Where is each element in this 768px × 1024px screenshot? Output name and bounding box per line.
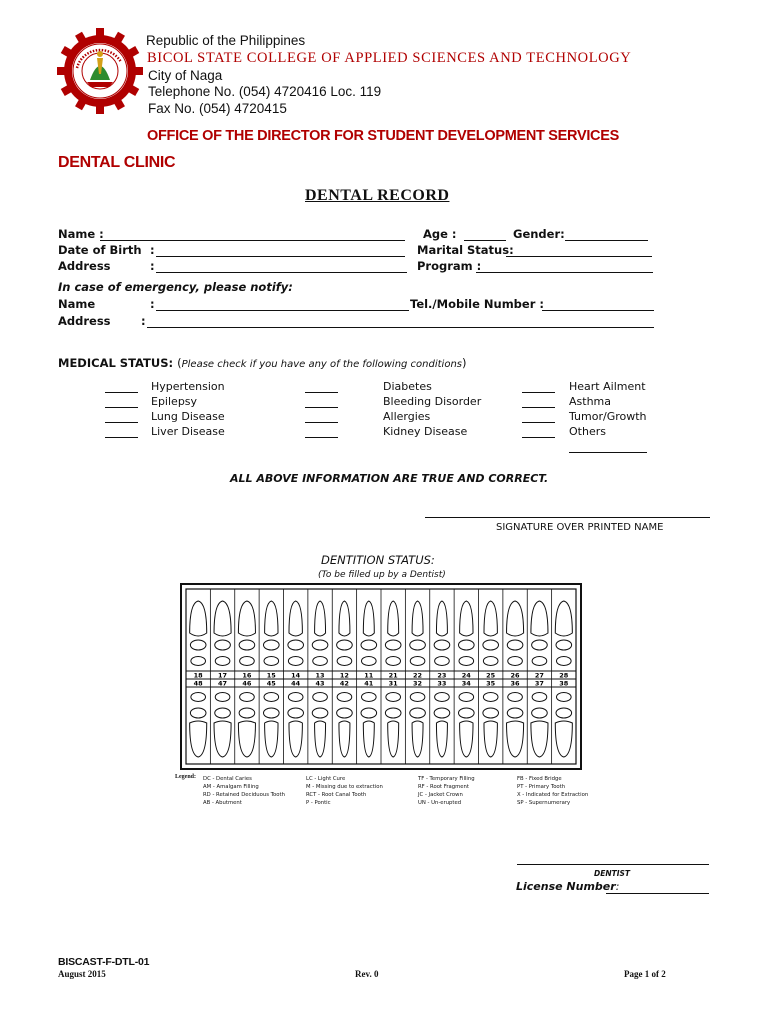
telephone-text: Telephone No. (054) 4720416 Loc. 119 (148, 84, 382, 99)
tooth-number-lower: 38 (559, 679, 569, 688)
legend-item: AM - Amalgam Filling (203, 784, 259, 790)
tooth-number-upper: 13 (315, 671, 325, 680)
checkbox-liver-disease[interactable] (105, 437, 138, 438)
tooth-number-lower: 44 (291, 679, 301, 688)
tooth-number-upper: 23 (437, 671, 447, 680)
emergency-name-label: Name (58, 297, 96, 311)
checkbox-hypertension[interactable] (105, 392, 138, 393)
form-revision: Rev. 0 (355, 969, 379, 979)
legend-item: P - Pontic (306, 800, 331, 806)
attestation-text: ALL ABOVE INFORMATION ARE TRUE AND CORRECT. (230, 472, 549, 485)
dob-field[interactable] (156, 256, 405, 257)
paren-close: ) (462, 356, 467, 370)
tooth-number-upper: 26 (510, 671, 520, 680)
legend-item: RF - Root Fragment (418, 784, 469, 790)
legend-item: TF - Temporary Filling (418, 776, 475, 782)
tooth-number-lower: 33 (437, 679, 447, 688)
tooth-number-lower: 35 (486, 679, 496, 688)
checkbox-bleeding-disorder[interactable] (305, 407, 338, 408)
form-code: BISCAST-F-DTL-01 (58, 956, 150, 968)
tooth-number-upper: 15 (266, 671, 276, 680)
dentition-subtitle: (To be filled up by a Dentist) (318, 570, 446, 580)
tooth-number-lower: 31 (388, 679, 398, 688)
legend-item: M - Missing due to extraction (306, 784, 383, 790)
checkbox-epilepsy[interactable] (105, 407, 138, 408)
city-text: City of Naga (148, 68, 223, 83)
legend-col-2 (306, 775, 383, 807)
college-seal-logo (57, 28, 143, 114)
office-title: OFFICE OF THE DIRECTOR FOR STUDENT DEVELOPMENT SERVICES (147, 128, 619, 144)
age-label: Age : (423, 227, 457, 241)
tooth-number-upper: 25 (486, 671, 496, 680)
checkbox-heart-ailment[interactable] (522, 392, 555, 393)
license-colon: : (615, 880, 620, 893)
dob-label: Date of Birth (58, 243, 142, 257)
emergency-name-colon: : (150, 297, 155, 311)
page-number: Page 1 of 2 (624, 969, 666, 979)
license-label-text: License Number (516, 880, 616, 893)
form-date: August 2015 (58, 969, 106, 979)
paren-open: ( (177, 356, 182, 370)
tooth-number-upper: 27 (534, 671, 544, 680)
name-label: Name : (58, 227, 104, 241)
emergency-address-field[interactable] (147, 327, 654, 328)
tooth-number-lower: 42 (339, 679, 349, 688)
document-title: DENTAL RECORD (305, 187, 450, 204)
checkbox-lung-disease[interactable] (105, 422, 138, 423)
address-label: Address (58, 259, 111, 273)
legend-item: RCT - Root Canal Tooth (306, 792, 367, 798)
tooth-number-upper: 28 (559, 671, 569, 680)
tooth-number-lower: 46 (242, 679, 252, 688)
tooth-number-upper: 22 (413, 671, 423, 680)
tooth-number-upper: 12 (339, 671, 349, 680)
tooth-number-upper: 18 (193, 671, 203, 680)
legend-item: PT - Primary Tooth (517, 784, 566, 790)
others-specify-field[interactable] (569, 452, 647, 453)
tooth-number-upper: 17 (218, 671, 228, 680)
gender-label: Gender: (513, 227, 565, 241)
condition-kidney-disease: Kidney Disease (383, 425, 468, 438)
checkbox-kidney-disease[interactable] (305, 437, 338, 438)
condition-diabetes: Diabetes (383, 380, 432, 393)
legend-item: X - Indicated for Extraction (517, 792, 589, 798)
legend-item: JC - Jacket Crown (418, 792, 463, 798)
medical-instruction: Please check if you have any of the following conditions (181, 359, 463, 370)
checkbox-diabetes[interactable] (305, 392, 338, 393)
dentist-signature-line[interactable] (517, 864, 709, 865)
license-number-field[interactable] (606, 893, 709, 894)
college-name: BICOL STATE COLLEGE OF APPLIED SCIENCES AND TECHNOLOGY (147, 50, 632, 66)
dentist-label: DENTIST (594, 869, 631, 878)
emergency-name-field[interactable] (156, 310, 409, 311)
tooth-number-lower: 47 (218, 679, 228, 688)
legend-col-3 (418, 775, 475, 807)
condition-liver-disease: Liver Disease (151, 425, 225, 438)
legend-col-1 (203, 775, 285, 807)
marital-label: Marital Status: (417, 243, 514, 257)
tel-field[interactable] (542, 310, 654, 311)
checkbox-asthma[interactable] (522, 407, 555, 408)
address-colon: : (150, 259, 155, 273)
age-field[interactable] (464, 240, 506, 241)
legend-item: DC - Dental Caries (203, 776, 252, 782)
condition-lung-disease: Lung Disease (151, 410, 225, 423)
checkbox-allergies[interactable] (305, 422, 338, 423)
program-label: Program : (417, 259, 482, 273)
dob-colon: : (150, 243, 155, 257)
gender-field[interactable] (565, 240, 648, 241)
program-field[interactable] (476, 272, 653, 273)
republic-text: Republic of the Philippines (146, 33, 306, 48)
tooth-number-lower: 45 (266, 679, 276, 688)
legend-label: Legend: (175, 774, 196, 780)
condition-tumor-growth: Tumor/Growth (569, 410, 647, 423)
condition-heart-ailment: Heart Ailment (569, 380, 646, 393)
marital-field[interactable] (506, 256, 652, 257)
tooth-number-lower: 37 (534, 679, 544, 688)
legend-item: SP - Supernumerary (517, 800, 571, 806)
condition-bleeding-disorder: Bleeding Disorder (383, 395, 482, 408)
legend-item: AB - Abutment (203, 800, 242, 806)
condition-allergies: Allergies (383, 410, 431, 423)
emergency-heading: In case of emergency, please notify: (58, 280, 293, 294)
signature-label: SIGNATURE OVER PRINTED NAME (496, 522, 664, 533)
legend-item: UN - Un-erupted (418, 800, 462, 806)
condition-hypertension: Hypertension (151, 380, 225, 393)
condition-others: Others (569, 425, 606, 438)
dentition-title: DENTITION STATUS: (321, 553, 435, 567)
address-field[interactable] (156, 272, 407, 273)
tooth-chart[interactable] (180, 583, 582, 770)
checkbox-tumor-growth[interactable] (522, 422, 555, 423)
fax-text: Fax No. (054) 4720415 (148, 101, 287, 116)
medical-status-heading (58, 356, 467, 370)
tooth-number-lower: 48 (193, 679, 203, 688)
tooth-number-upper: 14 (291, 671, 301, 680)
legend-item: RD - Retained Deciduous Tooth (203, 792, 285, 798)
tooth-number-lower: 36 (510, 679, 520, 688)
emergency-address-label: Address (58, 314, 111, 328)
name-field[interactable] (100, 240, 405, 241)
tooth-number-lower: 41 (364, 679, 374, 688)
legend-col-4 (517, 775, 588, 807)
tooth-number-upper: 24 (461, 671, 471, 680)
tooth-number-lower: 32 (413, 679, 423, 688)
signature-line[interactable] (425, 517, 710, 518)
legend-item: LC - Light Cure (306, 776, 346, 782)
emergency-address-colon: : (141, 314, 146, 328)
legend-item: FB - Fixed Bridge (517, 776, 562, 782)
tooth-number-upper: 21 (388, 671, 398, 680)
medical-status-label: MEDICAL STATUS: (58, 356, 174, 370)
condition-asthma: Asthma (569, 395, 611, 408)
tooth-number-upper: 11 (364, 671, 374, 680)
tel-label: Tel./Mobile Number : (410, 297, 544, 311)
tooth-number-upper: 16 (242, 671, 252, 680)
clinic-title: DENTAL CLINIC (58, 154, 176, 171)
tooth-number-lower: 34 (461, 679, 471, 688)
license-number-label (516, 880, 619, 893)
condition-epilepsy: Epilepsy (151, 395, 198, 408)
tooth-number-lower: 43 (315, 679, 325, 688)
checkbox-others[interactable] (522, 437, 555, 438)
